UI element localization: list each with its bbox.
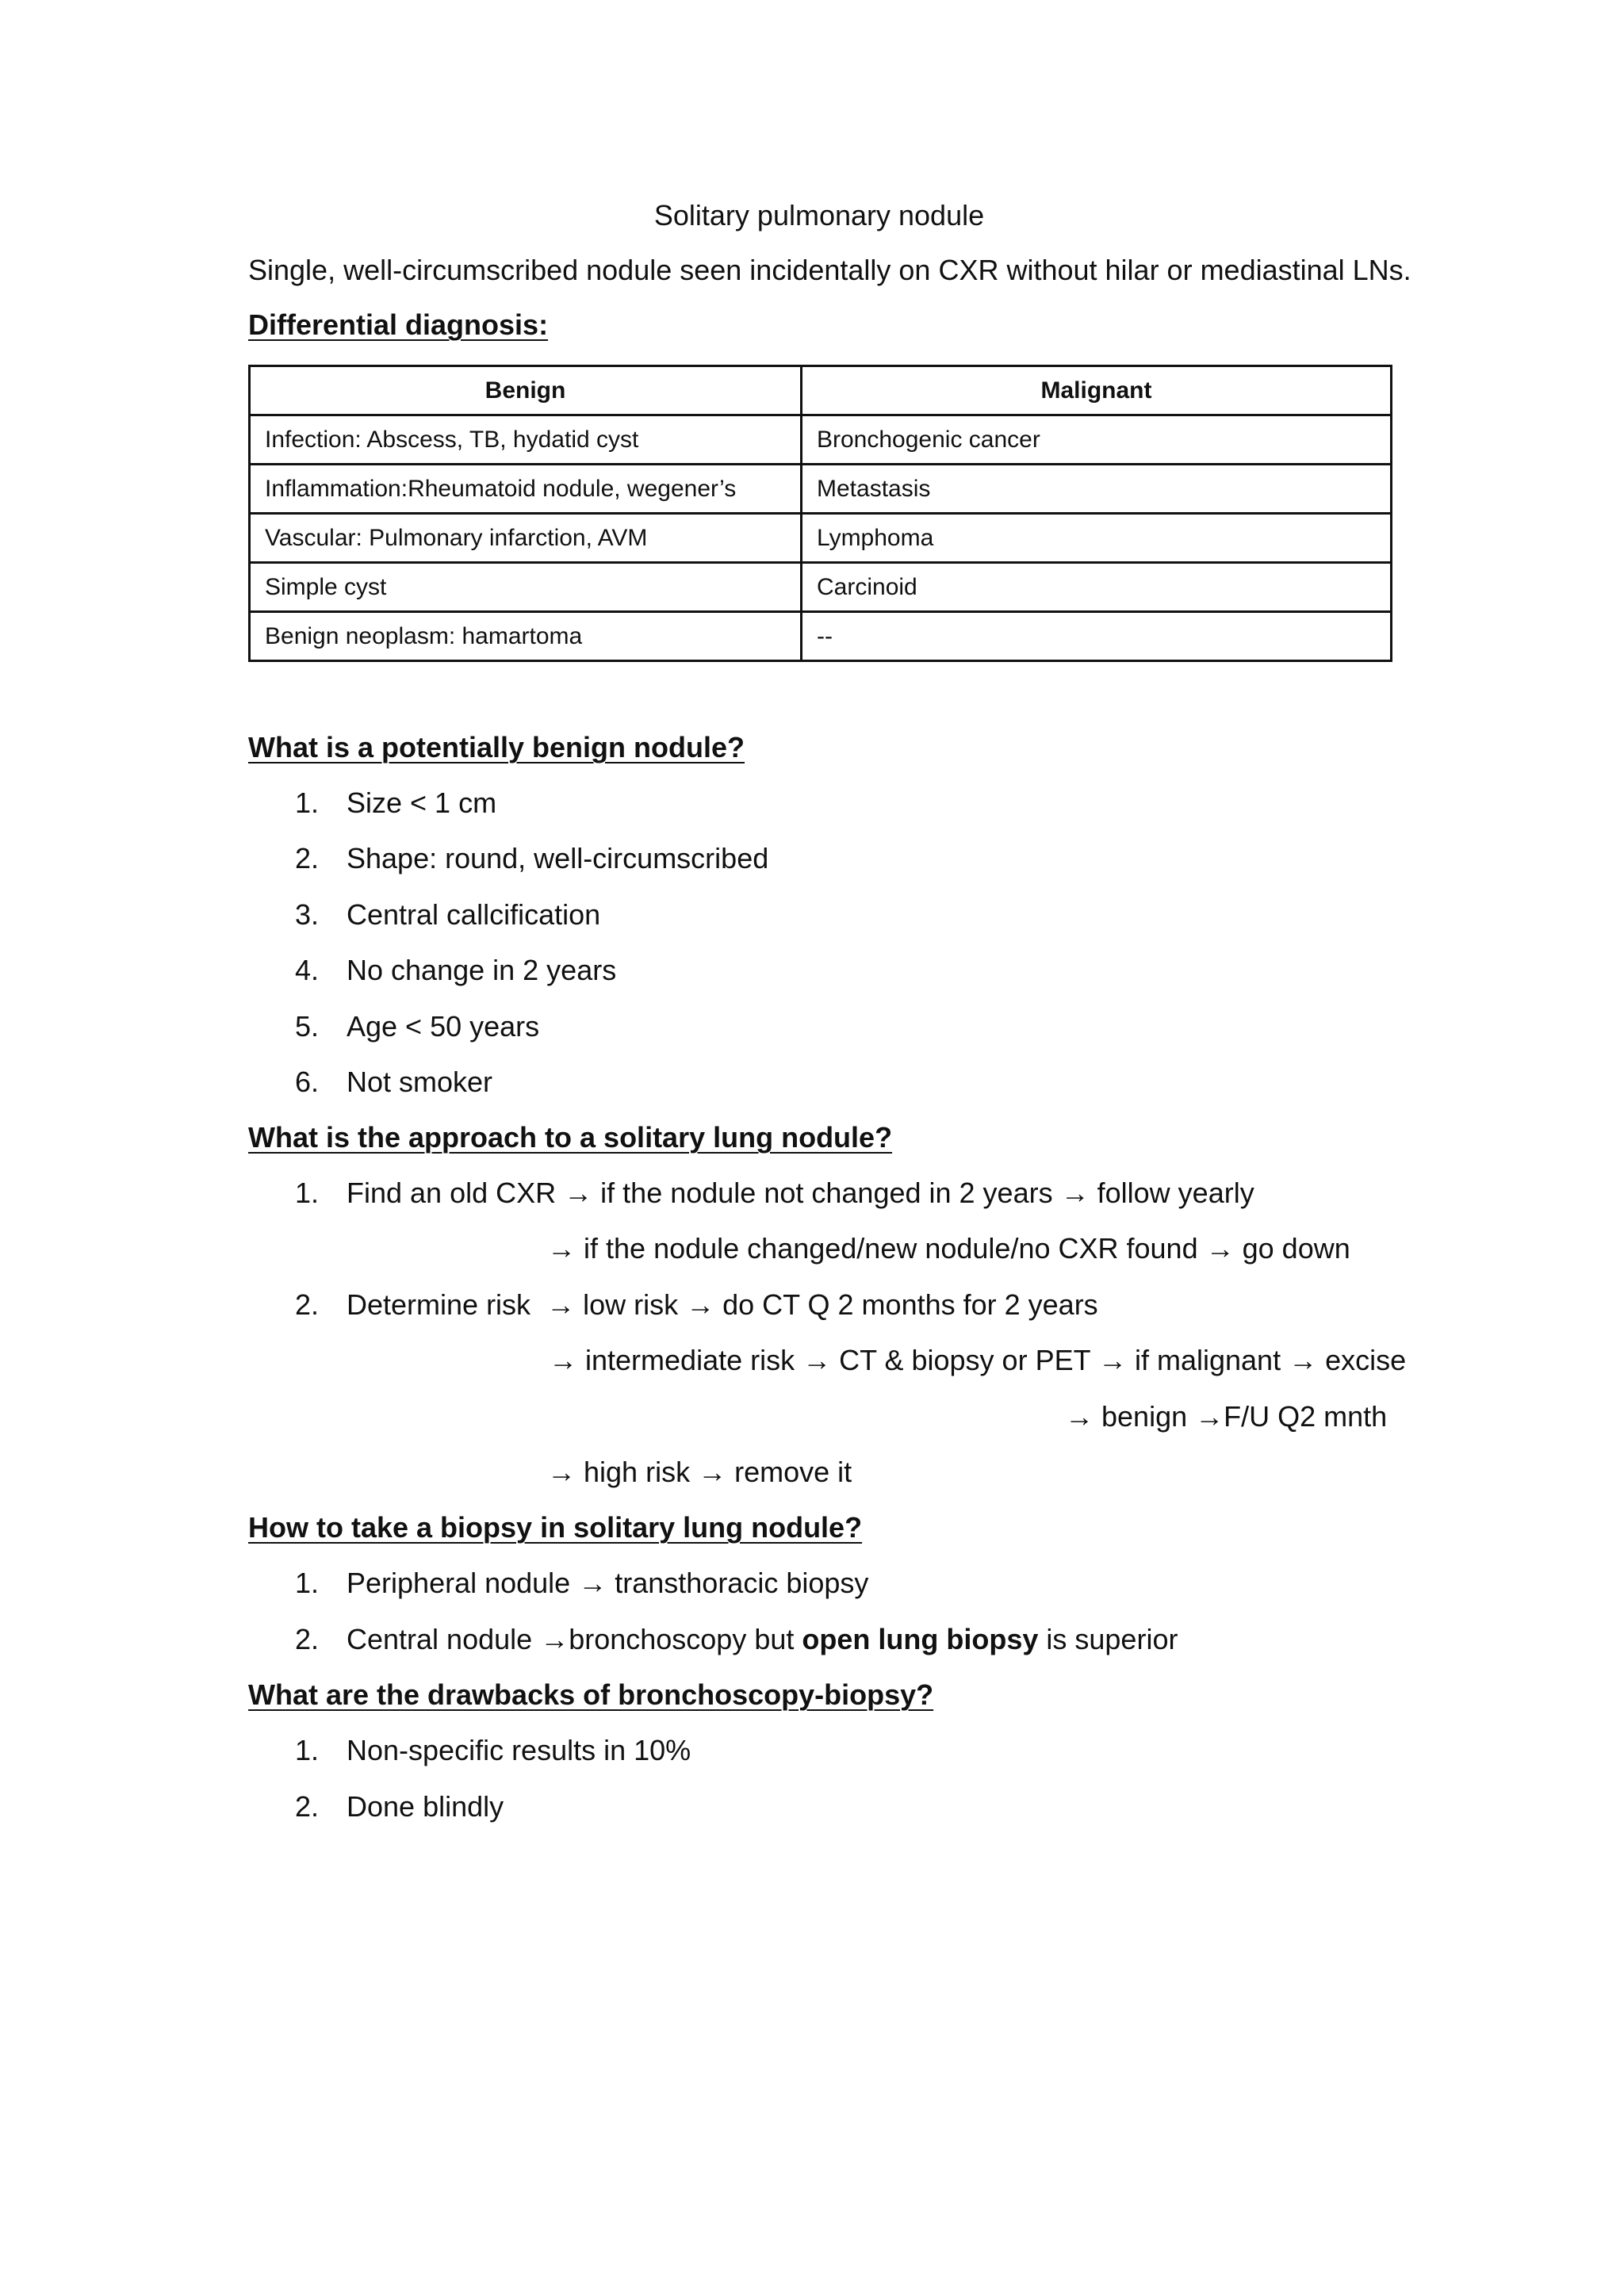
list-item: Shape: round, well-circumscribed (347, 842, 769, 874)
benign-cell: Simple cyst (250, 563, 802, 612)
list-item: Done blindly (347, 1790, 504, 1823)
step-branch: if the nodule changed/new nodule/no CXR found (584, 1232, 1198, 1265)
risk-intermediate-step: CT & biopsy or PET (839, 1344, 1090, 1376)
step-branch: if the nodule not changed in 2 years (600, 1177, 1053, 1209)
list-item: Size < 1 cm (347, 786, 497, 819)
step-result: follow yearly (1097, 1177, 1254, 1209)
risk-high-result: remove it (734, 1456, 852, 1488)
risk-high: high risk (584, 1456, 691, 1488)
list-item: Age < 50 years (347, 1010, 540, 1043)
malignant-cell: Metastasis (802, 465, 1392, 514)
arrow-icon: → (698, 1456, 727, 1488)
approach-step-1-branch-b (547, 1234, 1350, 1263)
list-number: 2. (295, 1623, 320, 1655)
intro-sentence: Single, well-circumscribed nodule seen incidentally on CXR without hilar or mediastinal LNs. (248, 254, 1411, 286)
risk-intermediate: intermediate risk (585, 1344, 795, 1376)
list-item: Central callcification (347, 898, 601, 931)
benign-branch: benign (1101, 1400, 1188, 1433)
column-header-malignant: Malignant (802, 366, 1392, 415)
arrow-icon: → (1060, 1177, 1090, 1209)
table-row (250, 415, 1392, 465)
biopsy-heading: How to take a biopsy in solitary lung nodule? (248, 1511, 863, 1544)
arrow-icon: → (1205, 1232, 1235, 1265)
biopsy-central-result: bronchoscopy but (569, 1623, 795, 1655)
benign-cell: Vascular: Pulmonary infarction, AVM (250, 514, 802, 563)
benign-result: F/U Q2 mnth (1224, 1400, 1388, 1433)
approach-step-1 (347, 1179, 1254, 1207)
arrow-icon: → (802, 1344, 832, 1376)
arrow-icon: → (547, 1232, 576, 1265)
list-number: 2. (295, 1790, 320, 1823)
benign-cell: Inflammation:Rheumatoid nodule, wegener’s (250, 465, 802, 514)
arrow-icon: → (1195, 1400, 1224, 1433)
biopsy-item-2 (347, 1625, 1178, 1654)
list-number: 1. (295, 786, 320, 819)
list-number: 2. (295, 842, 320, 874)
biopsy-emphasis: open lung biopsy (802, 1623, 1039, 1655)
biopsy-item-1 (347, 1569, 868, 1598)
approach-step-2-intermediate (549, 1346, 1406, 1375)
list-number: 2. (295, 1288, 320, 1321)
list-number: 4. (295, 954, 320, 986)
arrow-icon: → (578, 1567, 607, 1599)
list-number: 1. (295, 1177, 320, 1209)
benign-nodule-heading: What is a potentially benign nodule? (248, 731, 745, 763)
benign-cell: Benign neoplasm: hamartoma (250, 612, 802, 661)
approach-heading: What is the approach to a solitary lung nodule? (248, 1121, 893, 1154)
malignant-cell: Carcinoid (802, 563, 1392, 612)
column-header-benign: Benign (250, 366, 802, 415)
page-title: Solitary pulmonary nodule (653, 199, 985, 232)
arrow-icon: → (1289, 1344, 1318, 1376)
biopsy-central-label: Central nodule (347, 1623, 533, 1655)
list-item: Not smoker (347, 1066, 493, 1098)
step-label: Determine risk (347, 1288, 531, 1321)
list-item: No change in 2 years (347, 954, 617, 986)
risk-low: low risk (583, 1288, 679, 1321)
approach-step-2-benign (1065, 1402, 1387, 1431)
biopsy-central-tail: is superior (1046, 1623, 1178, 1655)
list-number: 5. (295, 1010, 320, 1043)
differential-table (248, 365, 1392, 662)
table-header-row (250, 366, 1392, 415)
list-number: 1. (295, 1734, 320, 1766)
arrow-icon: → (540, 1623, 569, 1655)
if-malignant: if malignant (1134, 1344, 1281, 1376)
arrow-icon: → (546, 1288, 576, 1321)
benign-cell: Infection: Abscess, TB, hydatid cyst (250, 415, 802, 465)
drawbacks-heading: What are the drawbacks of bronchoscopy-biopsy? (248, 1678, 934, 1711)
table-row (250, 465, 1392, 514)
malignant-cell: Lymphoma (802, 514, 1392, 563)
differential-heading: Differential diagnosis: (248, 308, 549, 341)
malignant-result: excise (1325, 1344, 1407, 1376)
risk-low-result: do CT Q 2 months for 2 years (722, 1288, 1098, 1321)
table-row (250, 612, 1392, 661)
step-result: go down (1242, 1232, 1350, 1265)
list-number: 6. (295, 1066, 320, 1098)
arrow-icon: → (1097, 1344, 1127, 1376)
list-number: 1. (295, 1567, 320, 1599)
table-row (250, 514, 1392, 563)
list-number: 3. (295, 898, 320, 931)
arrow-icon: → (547, 1456, 576, 1488)
arrow-icon: → (549, 1344, 577, 1376)
biopsy-peripheral-result: transthoracic biopsy (615, 1567, 869, 1599)
approach-step-2 (347, 1288, 1098, 1321)
approach-step-2-high (547, 1458, 852, 1487)
arrow-icon: → (686, 1288, 715, 1321)
malignant-cell: Bronchogenic cancer (802, 415, 1392, 465)
biopsy-peripheral-label: Peripheral nodule (347, 1567, 571, 1599)
step-label: Find an old CXR (347, 1177, 557, 1209)
table-row (250, 563, 1392, 612)
arrow-icon: → (564, 1177, 593, 1209)
list-item: Non-specific results in 10% (347, 1734, 691, 1766)
malignant-cell: -- (802, 612, 1392, 661)
arrow-icon: → (1065, 1400, 1094, 1433)
